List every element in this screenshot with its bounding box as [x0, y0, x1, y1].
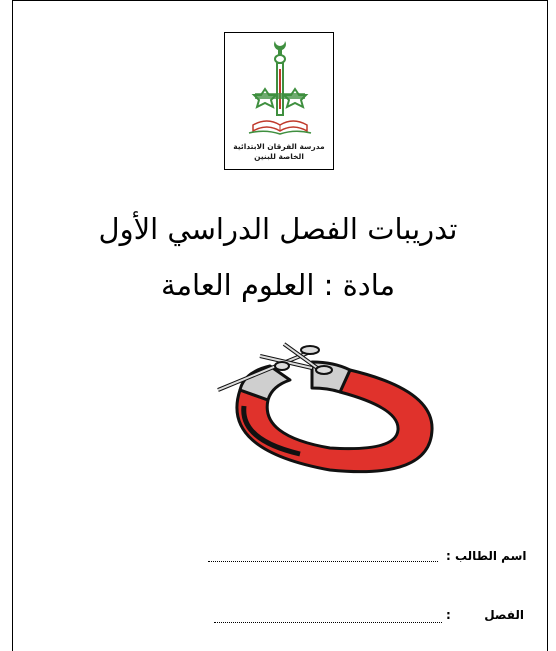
subject-title: مادة : العلوم العامة — [160, 268, 396, 302]
class-label: الفصل : — [446, 608, 525, 622]
class-field[interactable] — [214, 622, 442, 623]
school-name-line1: مدرسة الفرقان الابتدائية — [233, 142, 325, 151]
student-name-field[interactable] — [208, 561, 438, 562]
horseshoe-magnet-icon — [200, 330, 440, 480]
school-logo — [224, 32, 334, 170]
student-name-label: اسم الطالب : — [446, 549, 527, 563]
page-title: تدريبات الفصل الدراسي الأول — [98, 212, 458, 246]
school-name-line2: الخاصة للبنين — [254, 152, 304, 161]
